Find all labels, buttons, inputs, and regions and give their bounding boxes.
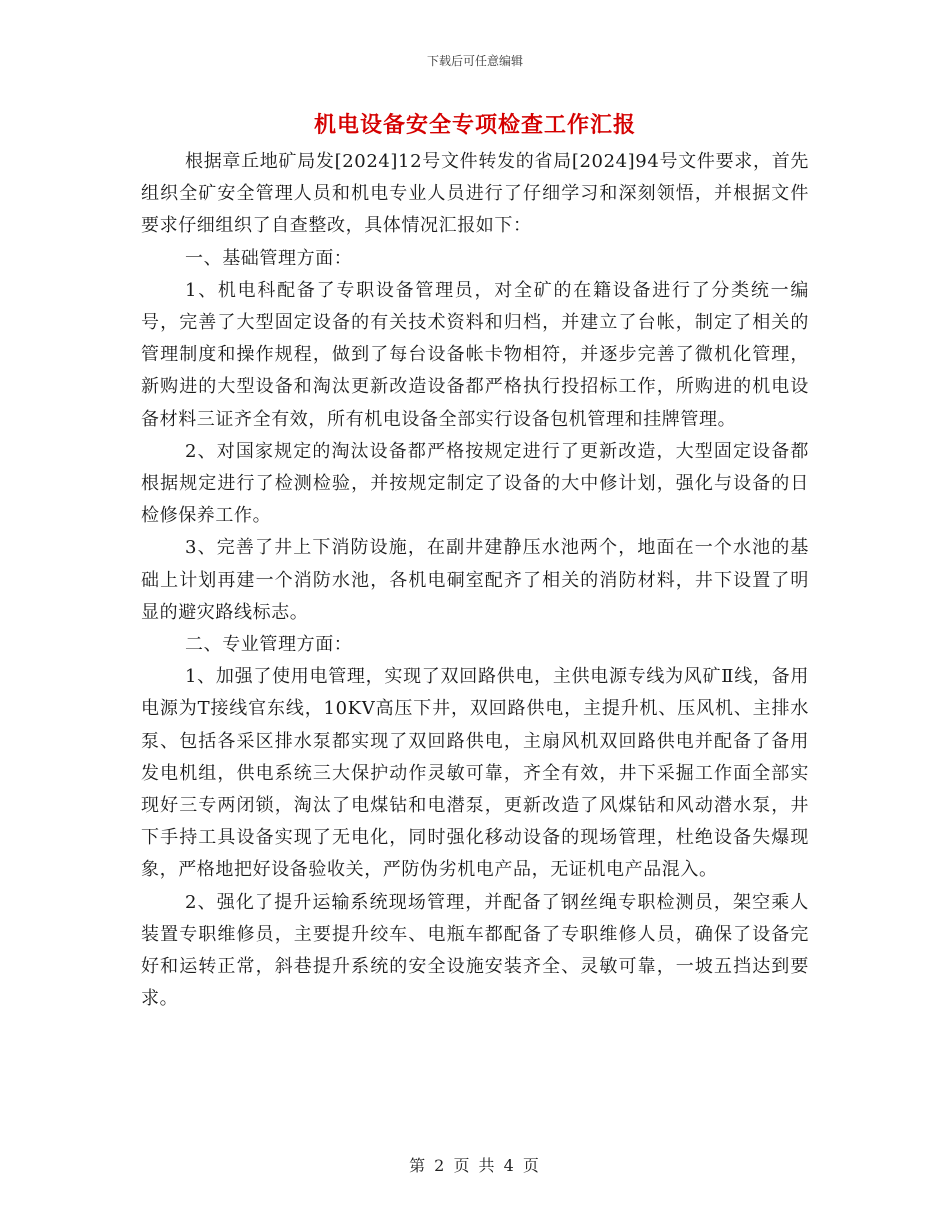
professional-management-item-1: 1、加强了使用电管理，实现了双回路供电，主供电源专线为风矿Ⅱ线，备用电源为T接线官东线，10KV高压下井，双回路供电，主提升机、压风机、主排水泵、包括各采区排水泵都实现了双回路供电，主扇风机双回路供电并配备了备用发电机组，供电系统三大保护动作灵敏可靠，齐全有效，井下采掘工作面全部实现好三专两闭锁，淘汰了电煤钻和电潜泵，更新改造了风煤钻和风动潜水泵，井下手持工具设备实现了无电化，同时强化移动设备的现场管理，杜绝设备失爆现象，严格地把好设备验收关，严防伪劣机电产品，无证机电产品混入。 — [141, 666, 809, 881]
header-note: 下载后可任意编辑 — [426, 54, 523, 68]
section-heading-basic-management: 一、基础管理方面： — [185, 247, 353, 269]
document-body — [141, 146, 809, 1015]
intro-paragraph: 根据章丘地矿局发[2024]12号文件转发的省局[2024]94号文件要求，首先组织全矿安全管理人员和机电专业人员进行了仔细学习和深刻领悟，并根据文件要求仔细组织了自查整改，具体情况汇报如下： — [141, 151, 809, 237]
page-number-footer: 第 2 页 共 4 页 — [409, 1156, 541, 1175]
basic-management-item-2: 2、对国家规定的淘汰设备都严格按规定进行了更新改造，大型固定设备都根据规定进行了检测检验，并按规定制定了设备的大中修计划，强化与设备的日检修保养工作。 — [141, 440, 809, 527]
professional-management-item-2: 2、强化了提升运输系统现场管理，并配备了钢丝绳专职检测员，架空乘人装置专职维修员，主要提升绞车、电瓶车都配备了专职维修人员，确保了设备完好和运转正常，斜巷提升系统的安全设施安装齐全、灵敏可靠，一坡五挡达到要求。 — [141, 891, 809, 1010]
basic-management-item-3: 3、完善了井上下消防设施，在副井建静压水池两个，地面在一个水池的基础上计划再建一个消防水池，各机电硐室配齐了相关的消防材料，井下设置了明显的避灾路线标志。 — [141, 537, 809, 623]
section-heading-professional-management: 二、专业管理方面： — [185, 634, 353, 656]
basic-management-item-1: 1、机电科配备了专职设备管理员，对全矿的在籍设备进行了分类统一编号，完善了大型固定设备的有关技术资料和归档，并建立了台帐，制定了相关的管理制度和操作规程，做到了每台设备帐卡物相符，并逐步完善了微机化管理，新购进的大型设备和淘汰更新改造设备都严格执行投招标工作，所购进的机电设备材料三证齐全有效，所有机电设备全部实行设备包机管理和挂牌管理。 — [141, 279, 809, 430]
document-title: 机电设备安全专项检查工作汇报 — [313, 112, 636, 138]
